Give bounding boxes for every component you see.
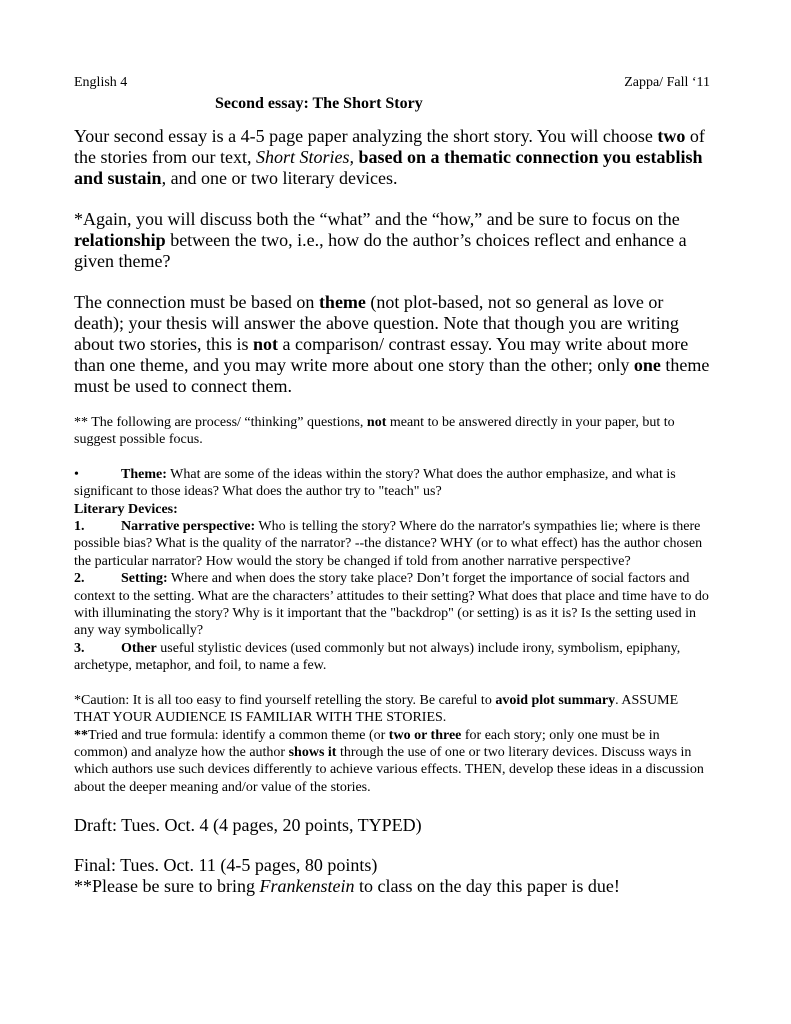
process-note: ** The following are process/ “thinking” questions, not meant to be answered directly in your paper, but to suggest possible focus. — [74, 415, 675, 448]
document-title: Second essay: The Short Story — [215, 95, 423, 112]
final-due-date: Final: Tues. Oct. 11 (4-5 pages, 80 points) — [74, 855, 378, 876]
header-row — [74, 74, 714, 92]
caution-paragraph: *Caution: It is all too easy to find yourself retelling the story. Be careful to avoid plot summary. ASSUME THAT YOUR AUDIENCE IS FAMILIAR WITH THE STORIES. — [74, 692, 679, 726]
reminder-line: **Please be sure to bring Frankenstein to class on the day this paper is due! — [74, 876, 620, 897]
again-paragraph: *Again, you will discuss both the “what” and the “how,” and be sure to focus on the relationship between the two, i.e., how do the author’s choices reflect and enhance a given theme? — [74, 209, 687, 271]
instructor-term: Zappa/ Fall ‘11 — [624, 75, 710, 90]
bullet: • — [74, 466, 79, 482]
connection-paragraph: The connection must be based on theme (not plot-based, not so general as love or death); your thesis will answer the above question. Note that though you are writing about two stories, this is not a comparison/ contrast essay. You may write about more than one theme, and you may write more about one story than the other; only one theme must be used to connect them. — [74, 292, 710, 396]
course-label: English 4 — [74, 75, 128, 90]
document-page — [74, 74, 714, 897]
draft-due-date: Draft: Tues. Oct. 4 (4 pages, 20 points, TYPED) — [74, 815, 422, 836]
theme-item: • Theme: What are some of the ideas within the story? What does the author emphasize, and what is significant to those ideas? What does the author try to "teach" us? — [74, 466, 676, 500]
intro-paragraph: Your second essay is a 4-5 page paper analyzing the short story. You will choose two of the stories from our text, Short Stories, based on a thematic connection you establish and sustain, and one or two literary devices. — [74, 126, 705, 188]
formula-paragraph: **Tried and true formula: identify a common theme (or two or three for each story; only one must be in common) and analyze how the author shows it through the use of one or two literary devices. Discuss ways in which authors use such devices differently to achieve various effects. THEN, develop these ideas in a discussion about the deeper meaning and/or value of the stories. — [74, 727, 704, 795]
device-item-other: 3. Other useful stylistic devices (used commonly but not always) include irony, symbolism, epiphany, archetype, metaphor, and foil, to name a few. — [74, 640, 681, 674]
device-item-setting: 2. Setting: Where and when does the story take place? Don’t forget the importance of social factors and context to the setting. What are the characters’ attitudes to their setting? What does that place and time have to do with illuminating the story? Why is it important that the "backdrop" (or setting) is as it is? Is the setting used in any way symbolically? — [74, 571, 709, 639]
device-item-narrative: 1. Narrative perspective: Who is telling the story? Where do the narrator's sympathies lie; where is there possible bias? What is the quality of the narrator? --the distance? WHY (or to what effect) has the author chosen the particular narrator? How would the story be changed if told from another narrative perspective? — [74, 519, 703, 569]
literary-devices-heading: Literary Devices: — [74, 501, 178, 517]
theme-label: Theme: — [121, 466, 167, 482]
